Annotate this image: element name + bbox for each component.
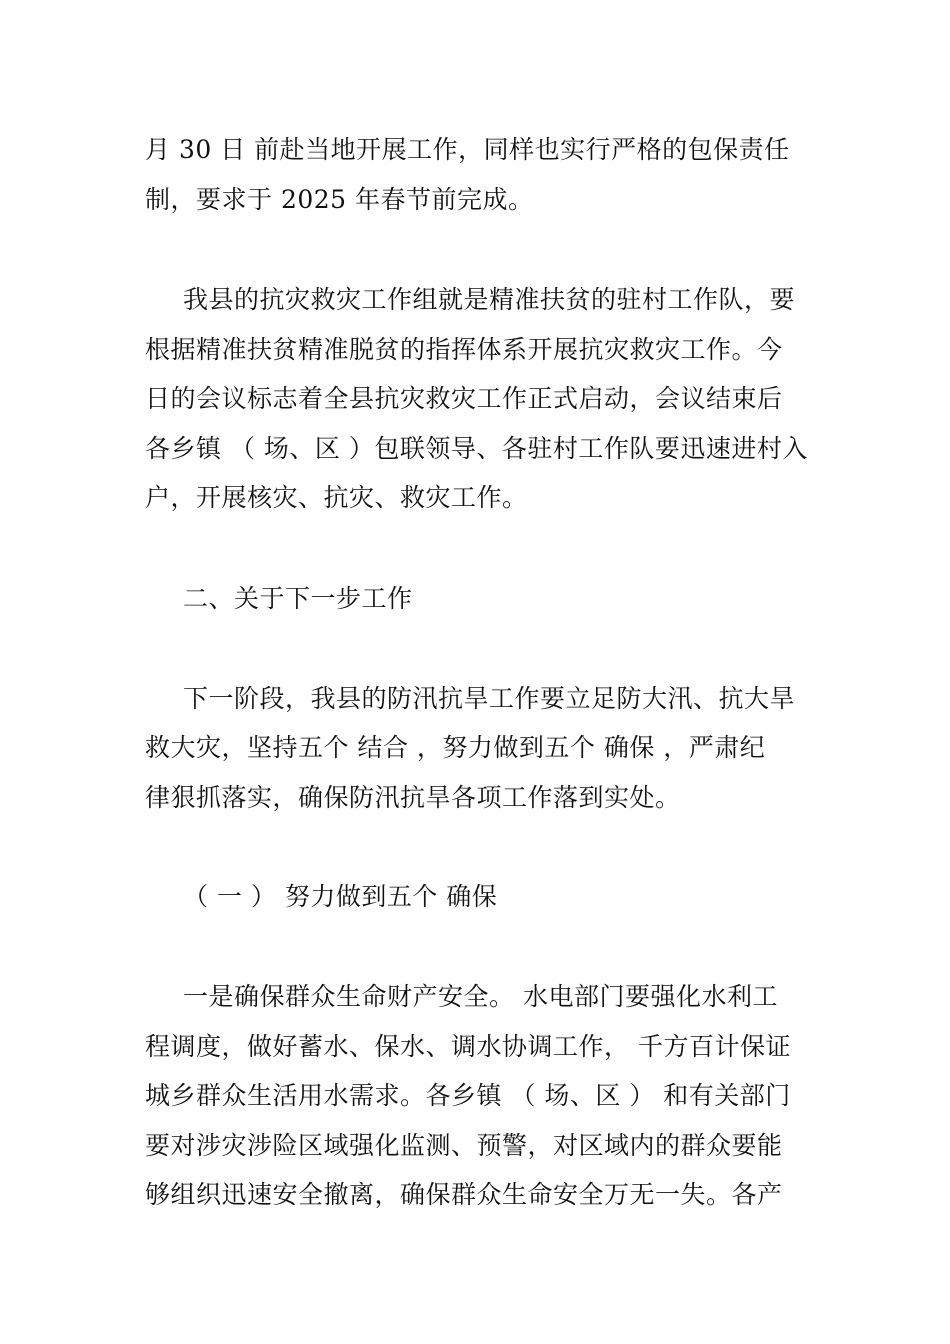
text-line: 根据精准扶贫精准脱贫的指挥体系开展抗灾救灾工作。今 (145, 335, 783, 364)
text-line: 制，要求于 2025 年春节前完成。 (145, 185, 534, 214)
text-line: 一是确保群众生命财产安全。 水电部门要强化水利工 (183, 982, 778, 1011)
text-line: 城乡群众生活用水需求。各乡镇 （ 场、区 ） 和有关部门 (145, 1081, 791, 1110)
text-line: 户，开展核灾、抗灾、救灾工作。 (145, 483, 528, 512)
text-line: 各乡镇 （ 场、区 ）包联领导、各驻村工作队要迅速进村入 (145, 434, 808, 463)
text-line: 我县的抗灾救灾工作组就是精准扶贫的驻村工作队，要 (183, 285, 796, 314)
subsection-heading: （ 一 ） 努力做到五个 确保 (183, 882, 498, 911)
text-line: 救大灾，坚持五个 结合 ，努力做到五个 确保 ，严肃纪 (145, 733, 766, 762)
section-heading: 二、关于下一步工作 (183, 584, 413, 613)
text-line: 日的会议标志着全县抗灾救灾工作正式启动，会议结束后 (145, 384, 783, 413)
text-line: 程调度，做好蓄水、保水、调水协调工作， 千方百计保证 (145, 1032, 791, 1061)
text-line: 月 30 日 前赴当地开展工作，同样也实行严格的包保责任 (145, 135, 790, 164)
text-line: 下一阶段，我县的防汛抗旱工作要立足防大汛、抗大旱 (183, 684, 796, 713)
text-line: 要对涉灾涉险区域强化监测、预警，对区域内的群众要能 (145, 1131, 783, 1160)
text-line: 够组织迅速安全撤离，确保群众生命安全万无一失。各产 (145, 1180, 783, 1209)
text-line: 律狠抓落实，确保防汛抗旱各项工作落到实处。 (145, 783, 681, 812)
